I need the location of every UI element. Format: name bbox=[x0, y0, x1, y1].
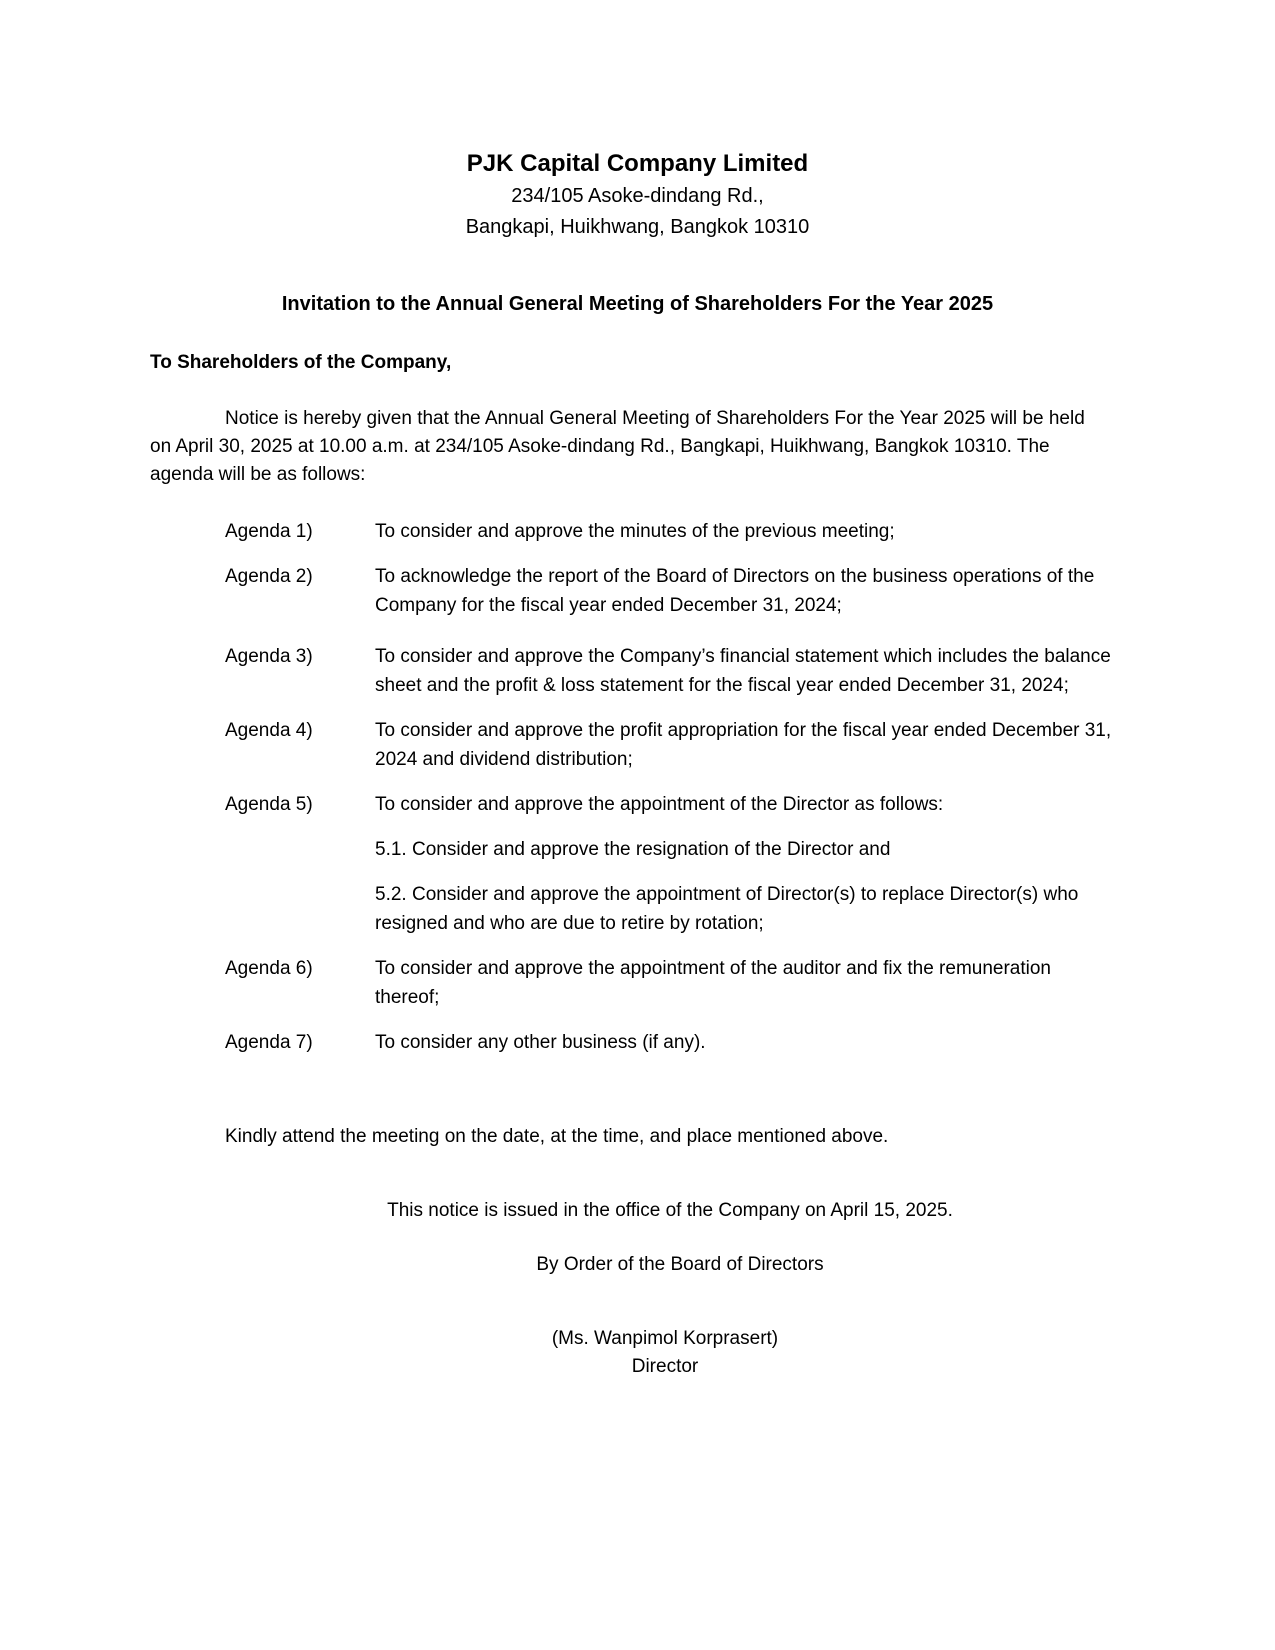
company-address-line-2: Bangkapi, Huikhwang, Bangkok 10310 bbox=[465, 216, 810, 238]
intro-paragraph: Notice is hereby given that the Annual General Meeting of Shareholders For the Year 2025 will be held on April 30, 2025 at 10.00 a.m. at 234/105 Asoke-dindang Rd., Bangkapi, Huikhwang, Bangkok 10310. The agenda will be as follows: bbox=[150, 408, 1085, 485]
agenda-subitem: 5.2. Consider and approve the appointment of Director(s) to replace Director(s) who resigned and who are due to retire by rotation; bbox=[375, 884, 1079, 934]
salutation: To Shareholders of the Company, bbox=[150, 352, 452, 373]
agenda-item bbox=[225, 562, 1125, 620]
company-name: PJK Capital Company Limited bbox=[466, 150, 809, 177]
company-address-line-1: 234/105 Asoke-dindang Rd., bbox=[511, 185, 764, 207]
agenda-text: To consider and approve the appointment of the Director as follows: bbox=[375, 794, 944, 815]
agenda-label: Agenda 1) bbox=[225, 521, 313, 542]
agenda-label: Agenda 4) bbox=[225, 720, 313, 741]
signer-name: (Ms. Wanpimol Korprasert) bbox=[551, 1328, 779, 1349]
agenda-item bbox=[225, 790, 1125, 819]
agenda-item bbox=[225, 642, 1125, 700]
agenda-label: Agenda 3) bbox=[225, 646, 313, 667]
meeting-title: Invitation to the Annual General Meeting of Shareholders For the Year 2025 bbox=[281, 293, 994, 315]
agenda-label: Agenda 7) bbox=[225, 1032, 313, 1053]
agenda-item bbox=[225, 716, 1125, 774]
order-line: By Order of the Board of Directors bbox=[536, 1254, 824, 1275]
agenda-text: To consider and approve the appointment of the auditor and fix the remuneration thereof; bbox=[375, 958, 1051, 1008]
closing-sentence: Kindly attend the meeting on the date, at the time, and place mentioned above. bbox=[225, 1126, 889, 1147]
agenda-item bbox=[225, 954, 1125, 1012]
agenda-text: To consider and approve the minutes of the previous meeting; bbox=[375, 521, 895, 542]
agenda-item bbox=[225, 1028, 1125, 1057]
agenda-text: To consider and approve the profit appropriation for the fiscal year ended December 31, 2024 and dividend distribution; bbox=[375, 720, 1112, 770]
agenda-text: To consider any other business (if any). bbox=[375, 1032, 706, 1053]
agenda-subitem: 5.1. Consider and approve the resignation of the Director and bbox=[375, 839, 891, 860]
agenda-label: Agenda 6) bbox=[225, 958, 313, 979]
agenda-item bbox=[225, 517, 1125, 546]
signer-position: Director bbox=[631, 1356, 699, 1377]
agenda-list bbox=[225, 517, 1125, 1057]
agenda-text: To acknowledge the report of the Board of Directors on the business operations of the Company for the fiscal year ended December 31, 2024; bbox=[375, 566, 1095, 616]
agenda-label: Agenda 5) bbox=[225, 794, 313, 815]
agenda-text: To consider and approve the Company’s financial statement which includes the balance sheet and the profit & loss statement for the fiscal year ended December 31, 2024; bbox=[375, 646, 1111, 696]
agenda-label: Agenda 2) bbox=[225, 566, 313, 587]
issued-notice: This notice is issued in the office of the Company on April 15, 2025. bbox=[387, 1200, 953, 1221]
